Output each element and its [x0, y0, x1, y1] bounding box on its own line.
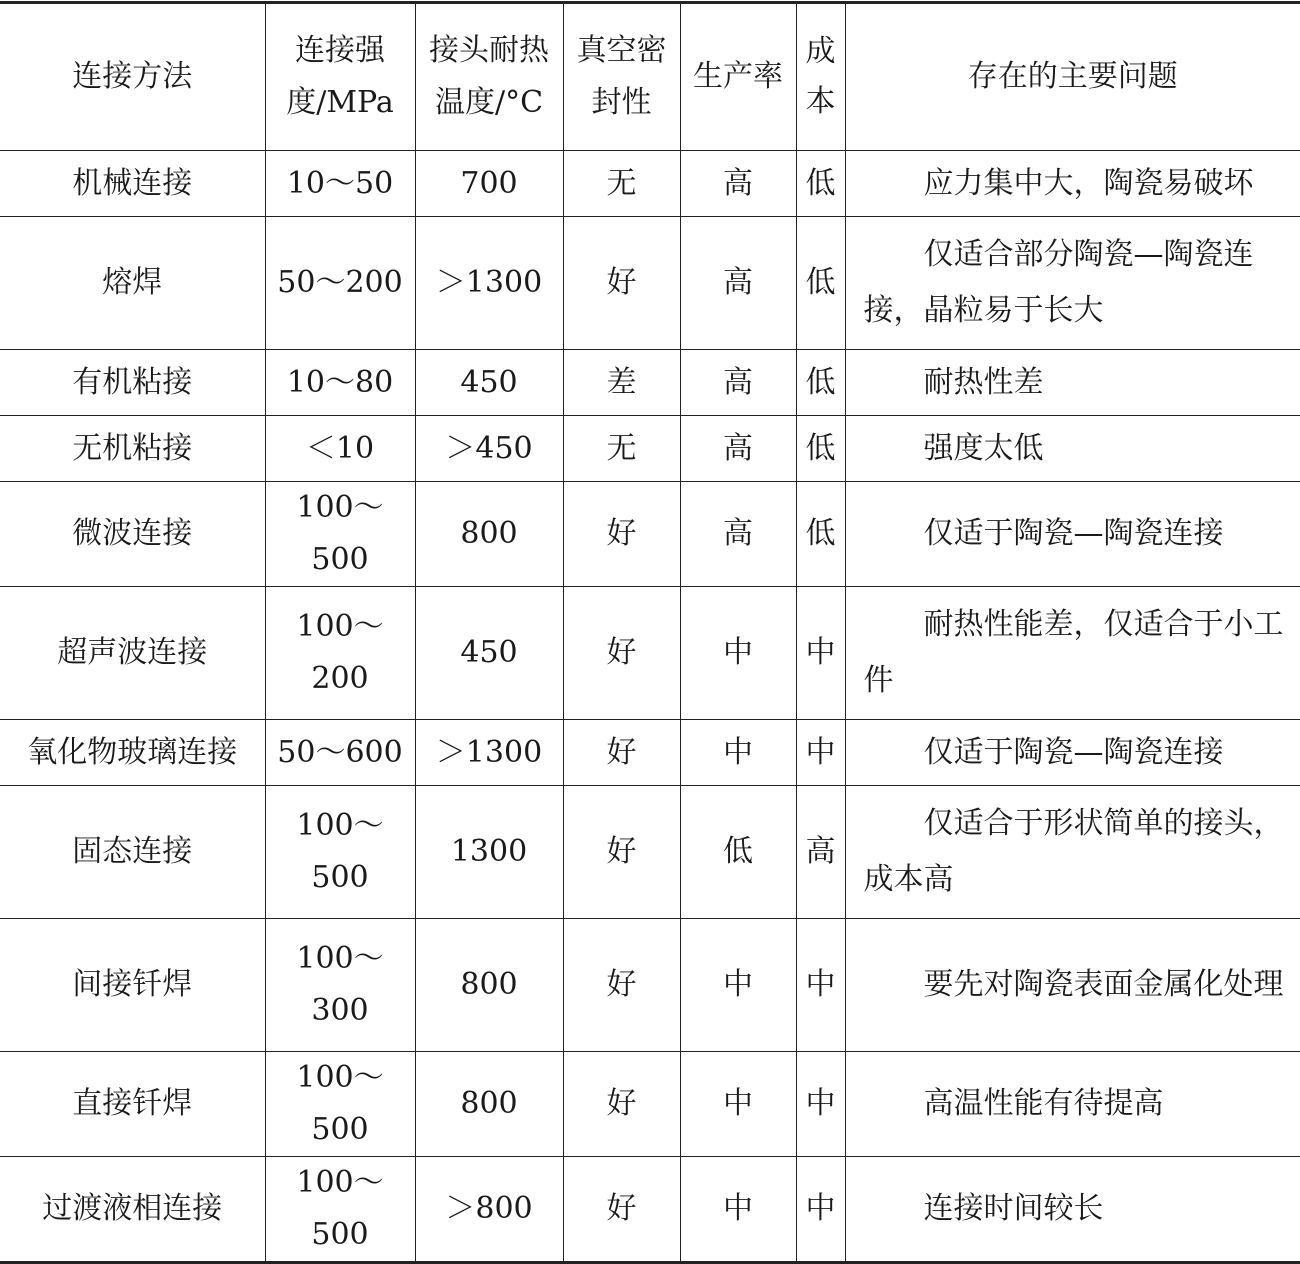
cell-productivity: 中	[680, 1157, 796, 1263]
joining-methods-table	[0, 1, 1300, 1264]
cell-heat: 700	[415, 151, 563, 217]
cell-productivity: 高	[680, 217, 796, 350]
header-row	[0, 3, 1300, 151]
cell-cost: 中	[796, 1157, 845, 1263]
cell-heat: 800	[415, 919, 563, 1052]
cell-problem: 耐热性能差，仅适合于小工件	[845, 587, 1300, 720]
table-row	[0, 1052, 1300, 1157]
cell-cost: 低	[796, 416, 845, 482]
cell-heat: 800	[415, 1052, 563, 1157]
cell-cost: 中	[796, 587, 845, 720]
cell-heat: 800	[415, 482, 563, 587]
table-row	[0, 786, 1300, 919]
table-row	[0, 720, 1300, 786]
cell-problem: 应力集中大，陶瓷易破坏	[845, 151, 1300, 217]
header-method: 连接方法	[0, 3, 265, 151]
cell-seal: 好	[563, 786, 680, 919]
cell-heat: 1300	[415, 786, 563, 919]
cell-productivity: 中	[680, 919, 796, 1052]
cell-heat: 450	[415, 350, 563, 416]
cell-method: 过渡液相连接	[0, 1157, 265, 1263]
cell-cost: 低	[796, 350, 845, 416]
cell-method: 超声波连接	[0, 587, 265, 720]
cell-cost: 高	[796, 786, 845, 919]
cell-seal: 好	[563, 217, 680, 350]
table-row	[0, 1157, 1300, 1263]
cell-seal: 好	[563, 919, 680, 1052]
cell-problem: 强度太低	[845, 416, 1300, 482]
cell-productivity: 中	[680, 1052, 796, 1157]
cell-method: 直接钎焊	[0, 1052, 265, 1157]
cell-strength: 10～50	[265, 151, 415, 217]
table-row	[0, 482, 1300, 587]
cell-problem: 仅适于陶瓷—陶瓷连接	[845, 482, 1300, 587]
table-body	[0, 151, 1300, 1263]
cell-strength: 50～200	[265, 217, 415, 350]
cell-method: 固态连接	[0, 786, 265, 919]
cell-problem: 高温性能有待提高	[845, 1052, 1300, 1157]
cell-strength: 100～500	[265, 1157, 415, 1263]
header-cost: 成本	[796, 3, 845, 151]
table-row	[0, 587, 1300, 720]
cell-strength: 50～600	[265, 720, 415, 786]
cell-cost: 中	[796, 919, 845, 1052]
header-problems: 存在的主要问题	[845, 3, 1300, 151]
cell-problem: 仅适合于形状简单的接头，成本高	[845, 786, 1300, 919]
cell-method: 熔焊	[0, 217, 265, 350]
cell-heat: ＞800	[415, 1157, 563, 1263]
header-heat-resistance: 接头耐热温度/°C	[415, 3, 563, 151]
table-row	[0, 350, 1300, 416]
cell-strength: 100～200	[265, 587, 415, 720]
cell-seal: 无	[563, 151, 680, 217]
cell-productivity: 中	[680, 720, 796, 786]
header-strength: 连接强度/MPa	[265, 3, 415, 151]
cell-cost: 低	[796, 151, 845, 217]
cell-strength: ＜10	[265, 416, 415, 482]
table-row	[0, 919, 1300, 1052]
cell-productivity: 高	[680, 482, 796, 587]
cell-method: 有机粘接	[0, 350, 265, 416]
cell-method: 氧化物玻璃连接	[0, 720, 265, 786]
cell-seal: 无	[563, 416, 680, 482]
cell-seal: 好	[563, 482, 680, 587]
cell-problem: 仅适于陶瓷—陶瓷连接	[845, 720, 1300, 786]
cell-strength: 100～500	[265, 1052, 415, 1157]
header-productivity: 生产率	[680, 3, 796, 151]
cell-problem: 耐热性差	[845, 350, 1300, 416]
cell-method: 间接钎焊	[0, 919, 265, 1052]
cell-seal: 差	[563, 350, 680, 416]
cell-cost: 中	[796, 720, 845, 786]
cell-productivity: 高	[680, 350, 796, 416]
cell-heat: ＞1300	[415, 217, 563, 350]
cell-cost: 低	[796, 482, 845, 587]
cell-seal: 好	[563, 1157, 680, 1263]
cell-method: 微波连接	[0, 482, 265, 587]
cell-method: 机械连接	[0, 151, 265, 217]
cell-productivity: 低	[680, 786, 796, 919]
cell-seal: 好	[563, 587, 680, 720]
cell-productivity: 高	[680, 416, 796, 482]
cell-heat: 450	[415, 587, 563, 720]
cell-strength: 100～300	[265, 919, 415, 1052]
cell-heat: ＞450	[415, 416, 563, 482]
cell-strength: 100～500	[265, 786, 415, 919]
cell-strength: 100～500	[265, 482, 415, 587]
cell-cost: 中	[796, 1052, 845, 1157]
cell-seal: 好	[563, 1052, 680, 1157]
cell-problem: 连接时间较长	[923, 1191, 1104, 1226]
cell-problem: 仅适合部分陶瓷—陶瓷连接，晶粒易于长大	[845, 217, 1300, 350]
table-row	[0, 151, 1300, 217]
cell-strength: 10～80	[265, 350, 415, 416]
header-vacuum-seal: 真空密封性	[563, 3, 680, 151]
cell-problem: 要先对陶瓷表面金属化处理	[845, 919, 1300, 1052]
cell-heat: ＞1300	[415, 720, 563, 786]
table-row	[0, 416, 1300, 482]
cell-cost: 低	[796, 217, 845, 350]
cell-productivity: 中	[680, 587, 796, 720]
cell-seal: 好	[563, 720, 680, 786]
cell-method: 无机粘接	[0, 416, 265, 482]
table-row	[0, 217, 1300, 350]
cell-productivity: 高	[680, 151, 796, 217]
